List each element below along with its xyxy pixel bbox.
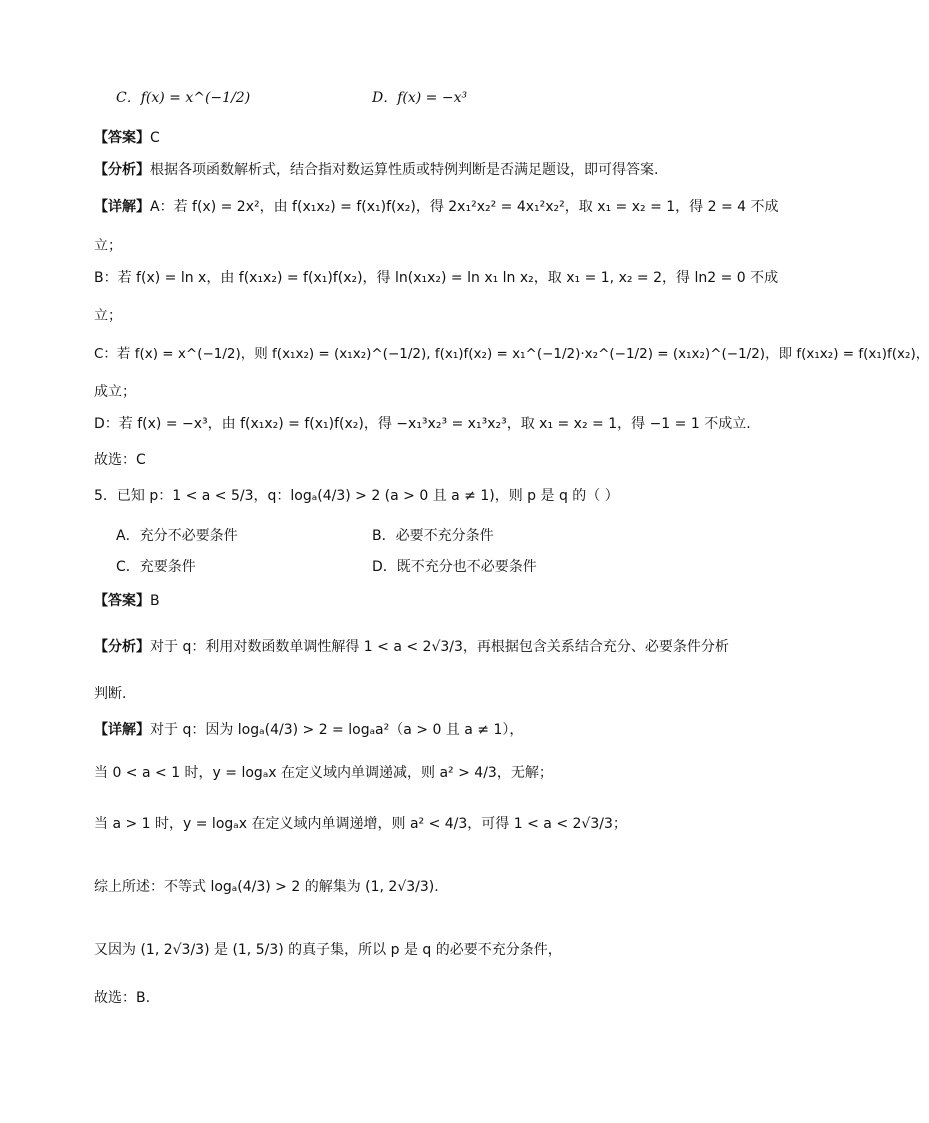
q4-conclusion: 故选：C [94, 452, 146, 468]
q4-detail-c-cont: 成立； [94, 384, 136, 400]
answer-value: C [150, 130, 160, 146]
analysis-tag: 【分析】 [94, 162, 150, 178]
detail-tag: 【详解】 [94, 722, 150, 738]
q4-answer-line [94, 128, 160, 148]
q4-detail-b-line: B：若 f(x) = ln x，由 f(x₁x₂) = f(x₁)f(x₂)，得 ln(x₁x₂) = ln x₁ ln x₂，取 x₁ = 1, x₂ = 2，得 ln2 = 0 不成 [94, 270, 779, 286]
q4-analysis-line [94, 160, 658, 180]
answer-tag: 【答案】 [94, 593, 150, 609]
answer-tag: 【答案】 [94, 130, 150, 146]
q5-detail-line-4: 综上所述：不等式 logₐ(4/3) > 2 的解集为 (1, 2√3/3). [94, 879, 439, 895]
q5-conclusion: 故选：B. [94, 990, 151, 1006]
q5-detail-line-5: 又因为 (1, 2√3/3) 是 (1, 5/3) 的真子集，所以 p 是 q 的必要不充分条件， [94, 942, 562, 958]
q4-detail-d-line: D：若 f(x) = −x³，由 f(x₁x₂) = f(x₁)f(x₂)，得 −x₁³x₂³ = x₁³x₂³，取 x₁ = x₂ = 1，得 −1 = 1 不成立. [94, 416, 751, 432]
q4-detail-b-cont: 立； [94, 308, 122, 324]
analysis-text: 根据各项函数解析式，结合指对数运算性质或特例判断是否满足题设，即可得答案. [150, 162, 659, 178]
q4-option-c: C．f(x) = x^(−1/2) [116, 90, 251, 106]
answer-value: B [150, 593, 160, 609]
q4-option-d: D．f(x) = −x³ [372, 90, 468, 106]
q5-option-d: D．既不充分也不必要条件 [372, 559, 537, 575]
analysis-text: 对于 q：利用对数函数单调性解得 1 < a < 2√3/3，再根据包含关系结合充分、必要条件分析 [150, 639, 729, 655]
detail-a-text: A：若 f(x) = 2x²，由 f(x₁x₂) = f(x₁)f(x₂)，得 2x₁²x₂² = 4x₁²x₂²，取 x₁ = x₂ = 1，得 2 = 4 不成 [150, 199, 779, 215]
q4-detail-a-cont: 立； [94, 238, 122, 254]
q5-detail-line-2: 当 0 < a < 1 时，y = logₐx 在定义域内单调递减，则 a² > 4/3，无解； [94, 765, 553, 781]
q5-detail-line-3: 当 a > 1 时，y = logₐx 在定义域内单调递增，则 a² < 4/3，可得 1 < a < 2√3/3； [94, 816, 627, 832]
detail-tag: 【详解】 [94, 199, 150, 215]
q4-detail-a-line [94, 197, 779, 217]
q5-option-a: A．充分不必要条件 [116, 528, 238, 544]
q5-detail-line-1 [94, 720, 523, 740]
q5-option-b: B．必要不充分条件 [372, 528, 494, 544]
q4-detail-c-line: C：若 f(x) = x^(−1/2)，则 f(x₁x₂) = (x₁x₂)^(−1/2), f(x₁)f(x₂) = x₁^(−1/2)·x₂^(−1/2) = (x₁x₂)^(−1/2)，即 f(x₁x₂) = f(x₁)f(x₂)， [94, 346, 929, 362]
q5-option-c: C．充要条件 [116, 559, 196, 575]
q5-analysis-cont: 判断. [94, 686, 127, 702]
analysis-tag: 【分析】 [94, 639, 150, 655]
q5-analysis-line [94, 637, 729, 657]
q5-stem: 5．已知 p：1 < a < 5/3，q：logₐ(4/3) > 2 (a > 0 且 a ≠ 1)，则 p 是 q 的（ ） [94, 488, 619, 504]
q5-answer-line [94, 591, 160, 611]
detail-text: 对于 q：因为 logₐ(4/3) > 2 = logₐa²（a > 0 且 a ≠ 1）， [150, 722, 524, 738]
